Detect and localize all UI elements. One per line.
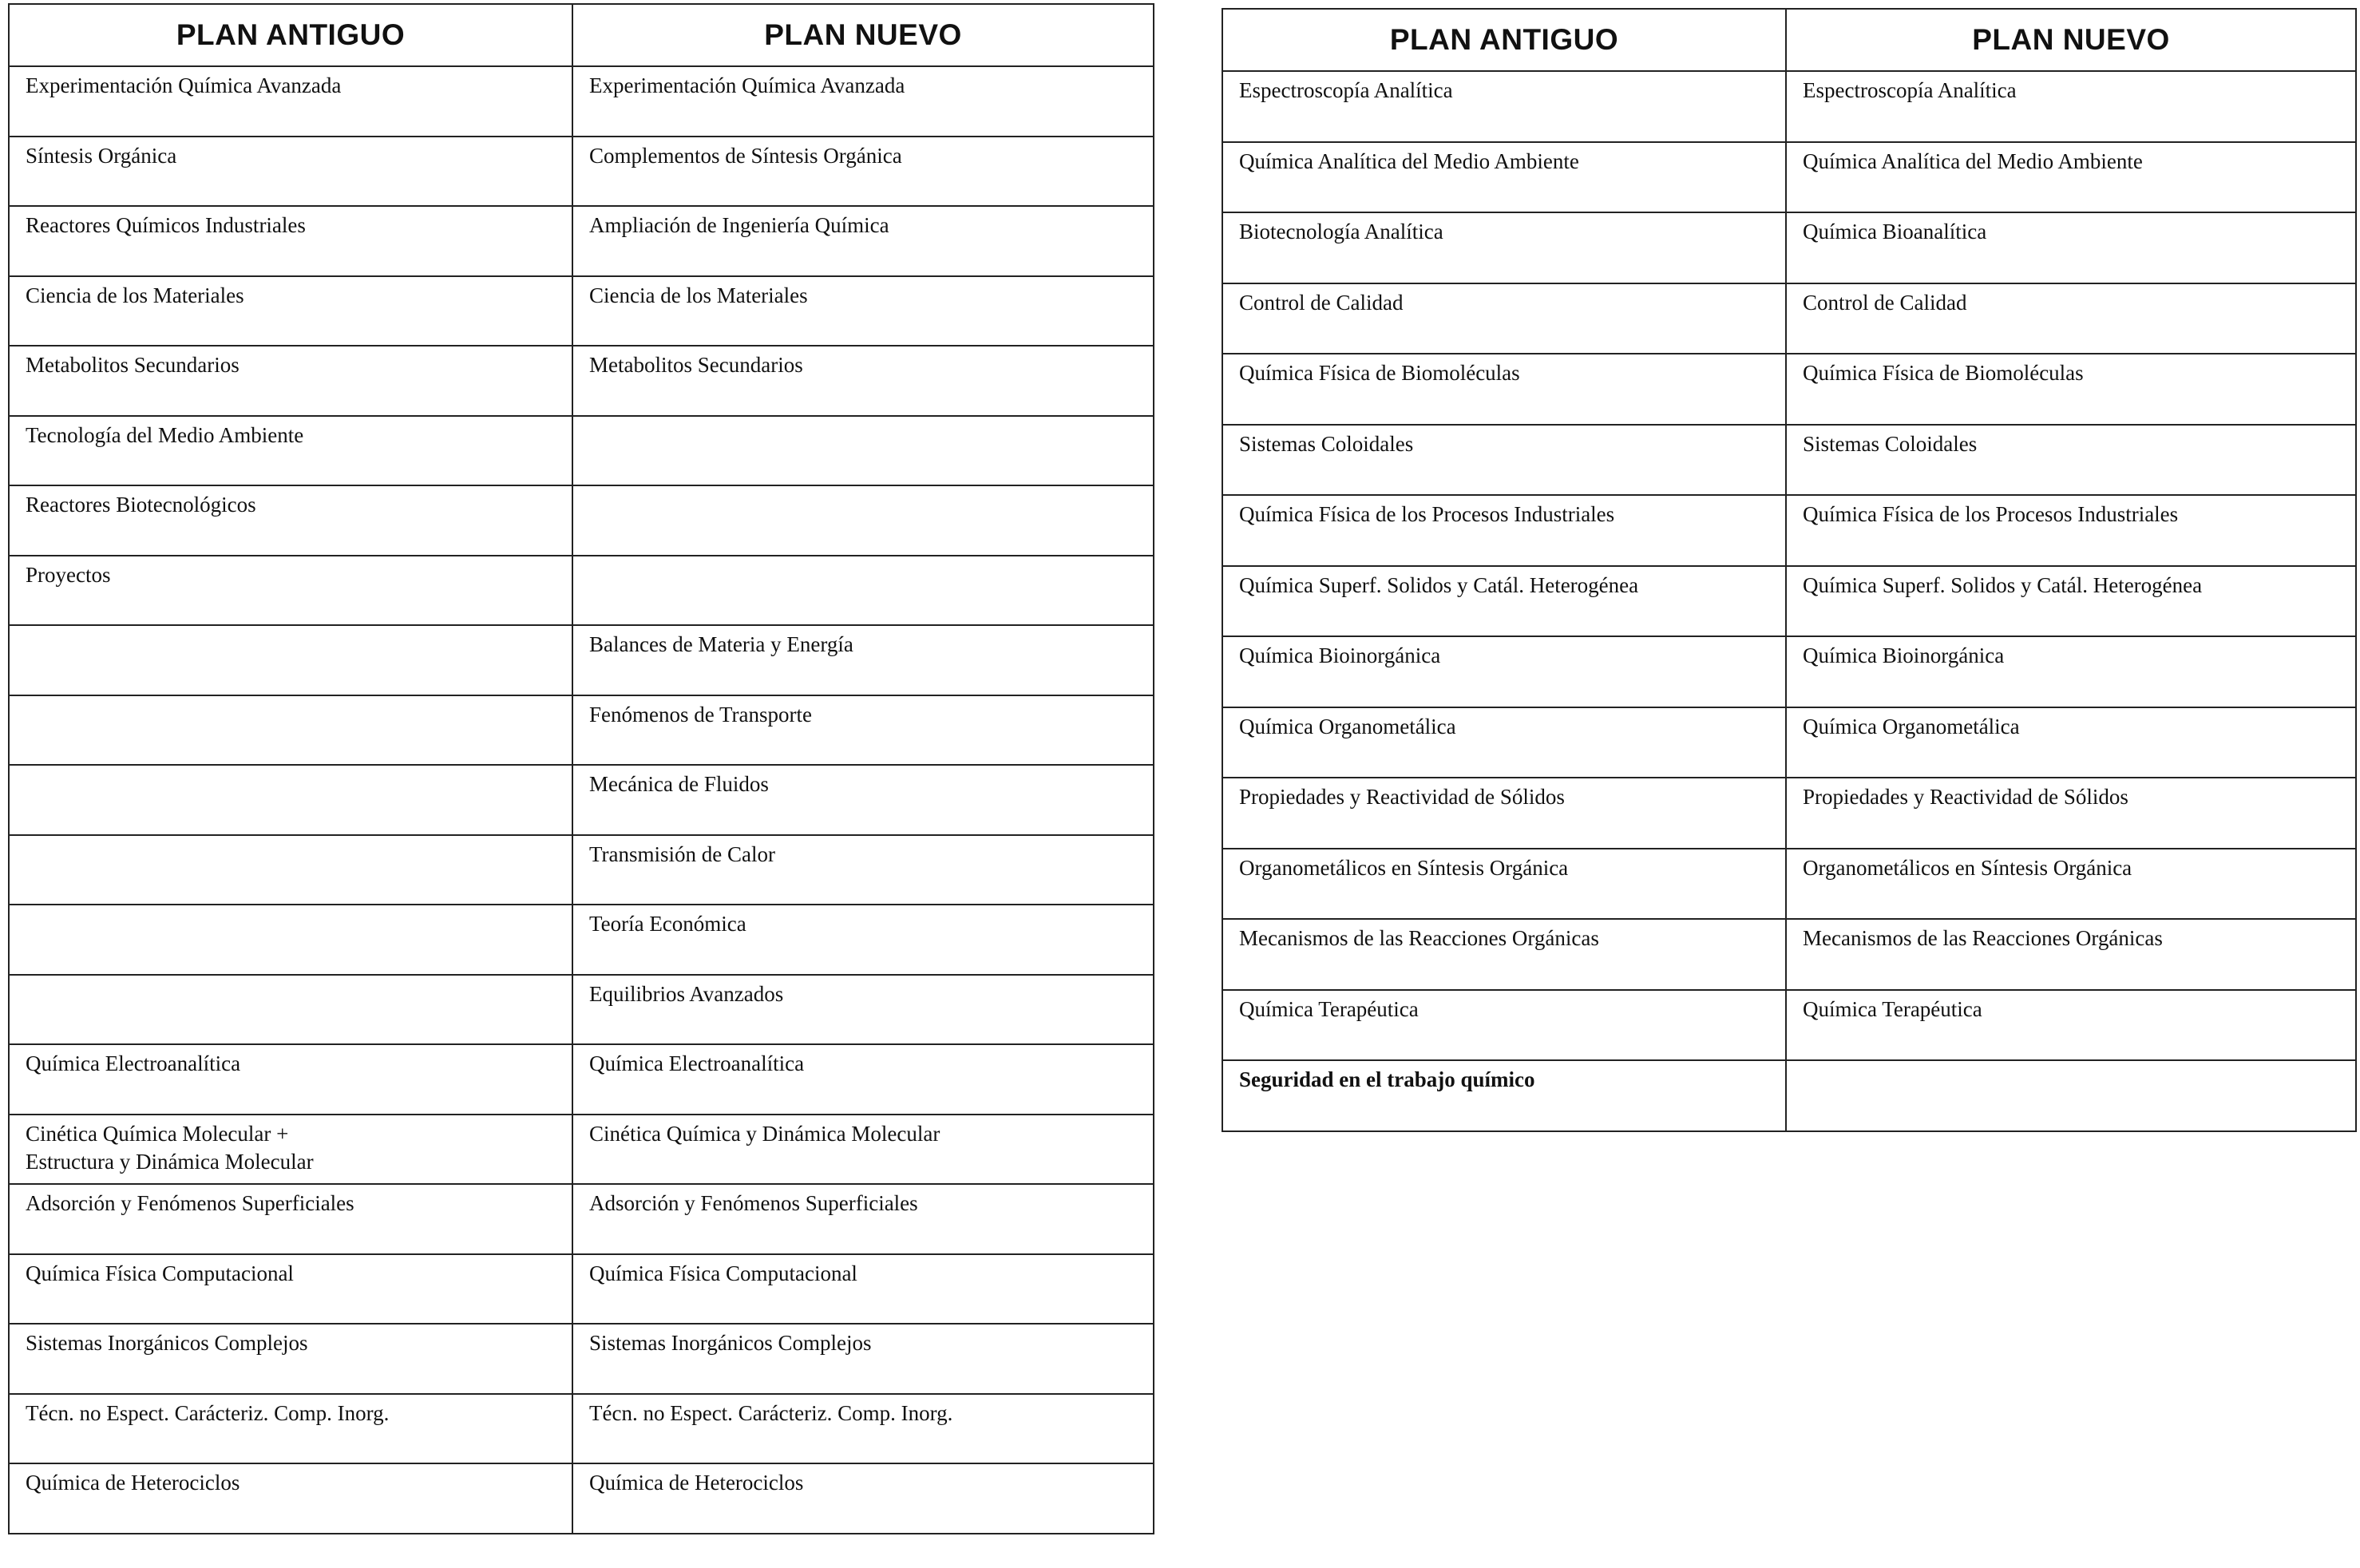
table-row <box>9 206 1154 276</box>
new-plan-subject: Transmisión de Calor <box>589 841 776 866</box>
old-plan-cell <box>9 1463 572 1534</box>
old-plan-cell <box>9 137 572 207</box>
table-row <box>9 1115 1154 1185</box>
table-row <box>9 346 1154 416</box>
plan-equivalence-table-right <box>1222 8 2357 1132</box>
table-row <box>1222 495 2356 566</box>
new-plan-subject: Sistemas Inorgánicos Complejos <box>589 1331 872 1355</box>
new-plan-subject: Mecánica de Fluidos <box>589 772 769 796</box>
old-plan-subject <box>10 905 572 910</box>
table-row <box>1222 283 2356 354</box>
new-plan-subject: Sistemas Coloidales <box>1803 431 1978 456</box>
old-plan-subject <box>10 766 572 770</box>
old-plan-cell <box>9 835 572 905</box>
new-plan-subject <box>1787 1061 2355 1066</box>
new-plan-cell <box>1786 283 2356 354</box>
table-row <box>1222 707 2356 778</box>
table-row <box>9 485 1154 556</box>
table-row <box>1222 212 2356 283</box>
old-plan-subject <box>10 976 572 980</box>
table-row <box>1222 919 2356 990</box>
table-row <box>9 975 1154 1045</box>
header-row <box>9 4 1154 66</box>
old-plan-subject: Seguridad en el trabajo químico <box>1239 1067 1535 1091</box>
new-plan-cell <box>572 625 1154 695</box>
table-row <box>9 625 1154 695</box>
header-plan-nuevo: PLAN NUEVO <box>572 4 1154 66</box>
table-row <box>9 556 1154 626</box>
old-plan-subject: Organometálicos en Síntesis Orgánica <box>1239 855 1569 880</box>
new-plan-subject: Control de Calidad <box>1803 290 1967 315</box>
new-plan-subject: Ciencia de los Materiales <box>589 283 808 307</box>
table-row <box>1222 849 2356 920</box>
new-plan-subject: Química Analítica del Medio Ambiente <box>1803 148 2143 173</box>
new-plan-subject: Adsorción y Fenómenos Superficiales <box>589 1191 918 1215</box>
old-plan-subject: Control de Calidad <box>1239 290 1404 315</box>
old-plan-cell <box>1222 142 1786 213</box>
new-plan-cell <box>572 1324 1154 1394</box>
old-plan-subject: Metabolitos Secundarios <box>26 353 240 377</box>
new-plan-subject: Equilibrios Avanzados <box>589 981 784 1006</box>
new-plan-cell <box>572 137 1154 207</box>
table-row <box>9 416 1154 486</box>
new-plan-cell <box>1786 990 2356 1061</box>
new-plan-subject: Técn. no Espect. Carácteriz. Comp. Inorg. <box>589 1400 953 1425</box>
new-plan-subject: Química Física de Biomoléculas <box>1803 361 2084 385</box>
new-plan-subject <box>573 486 1153 491</box>
old-plan-cell <box>9 975 572 1045</box>
table-header <box>9 4 1154 66</box>
header-plan-nuevo: PLAN NUEVO <box>1786 9 2356 71</box>
old-plan-subject: Tecnología del Medio Ambiente <box>26 422 304 447</box>
new-plan-cell <box>1786 707 2356 778</box>
old-plan-subject: Química Terapéutica <box>1239 996 1419 1021</box>
old-plan-subject: Química Física de Biomoléculas <box>1239 361 1520 385</box>
new-plan-cell <box>572 1463 1154 1534</box>
new-plan-cell <box>1786 142 2356 213</box>
table-row <box>1222 142 2356 213</box>
table-row <box>9 695 1154 766</box>
new-plan-cell <box>572 66 1154 137</box>
new-plan-subject: Química Física de los Procesos Industriales <box>1803 502 2179 526</box>
header-plan-antiguo: PLAN ANTIGUO <box>1222 9 1786 71</box>
old-plan-subject: Adsorción y Fenómenos Superficiales <box>26 1191 354 1215</box>
old-plan-cell <box>9 556 572 626</box>
new-plan-cell <box>1786 495 2356 566</box>
table-row <box>1222 71 2356 142</box>
new-plan-cell <box>572 346 1154 416</box>
old-plan-cell <box>9 1044 572 1115</box>
table-row <box>1222 566 2356 637</box>
new-plan-cell <box>572 556 1154 626</box>
new-plan-cell <box>572 1044 1154 1115</box>
header-row <box>1222 9 2356 71</box>
table-row <box>1222 636 2356 707</box>
old-plan-subject <box>10 836 572 841</box>
old-plan-cell <box>1222 707 1786 778</box>
new-plan-cell <box>1786 566 2356 637</box>
old-plan-subject: Mecanismos de las Reacciones Orgánicas <box>1239 926 1599 950</box>
new-plan-subject: Química Física Computacional <box>589 1261 857 1285</box>
new-plan-cell <box>1786 636 2356 707</box>
old-plan-cell <box>9 346 572 416</box>
new-plan-cell <box>1786 919 2356 990</box>
old-plan-subject: Cinética Química Molecular + Estructura y Dinámica Molecular <box>26 1121 314 1174</box>
old-plan-cell <box>9 905 572 975</box>
new-plan-subject: Química Electroanalítica <box>589 1051 805 1075</box>
header-plan-antiguo: PLAN ANTIGUO <box>9 4 572 66</box>
table-row <box>1222 778 2356 849</box>
old-plan-subject: Química Física de los Procesos Industriales <box>1239 502 1615 526</box>
new-plan-subject: Espectroscopía Analítica <box>1803 78 2017 102</box>
old-plan-cell <box>1222 849 1786 920</box>
new-plan-subject: Complementos de Síntesis Orgánica <box>589 143 902 168</box>
old-plan-cell <box>1222 778 1786 849</box>
table-row <box>9 137 1154 207</box>
old-plan-cell <box>9 1115 572 1185</box>
old-plan-subject: Sistemas Coloidales <box>1239 431 1414 456</box>
new-plan-cell <box>572 1394 1154 1464</box>
new-plan-cell <box>1786 354 2356 425</box>
old-plan-subject: Técn. no Espect. Carácteriz. Comp. Inorg. <box>26 1400 390 1425</box>
new-plan-subject: Teoría Económica <box>589 912 746 936</box>
old-plan-cell <box>9 695 572 766</box>
old-plan-cell <box>1222 212 1786 283</box>
table-row <box>1222 990 2356 1061</box>
old-plan-subject <box>10 626 572 631</box>
new-plan-cell <box>572 485 1154 556</box>
old-plan-cell <box>9 485 572 556</box>
new-plan-cell <box>1786 71 2356 142</box>
old-plan-cell <box>9 1394 572 1464</box>
old-plan-subject: Experimentación Química Avanzada <box>26 73 342 97</box>
table-row <box>9 66 1154 137</box>
new-plan-subject: Química Superf. Solidos y Catál. Heterogénea <box>1803 572 2203 597</box>
table-row <box>9 765 1154 835</box>
new-plan-subject: Cinética Química y Dinámica Molecular <box>589 1121 940 1146</box>
old-plan-subject: Proyectos <box>26 562 111 587</box>
new-plan-subject: Química Organometálica <box>1803 714 2020 738</box>
table-row <box>9 1184 1154 1254</box>
new-plan-subject: Mecanismos de las Reacciones Orgánicas <box>1803 926 2163 950</box>
table-row <box>9 1254 1154 1324</box>
new-plan-cell <box>572 695 1154 766</box>
table-body <box>1222 71 2356 1131</box>
new-plan-cell <box>1786 778 2356 849</box>
old-plan-subject: Química Física Computacional <box>26 1261 294 1285</box>
old-plan-cell <box>9 1254 572 1324</box>
new-plan-cell <box>572 416 1154 486</box>
new-plan-cell <box>572 1254 1154 1324</box>
new-plan-cell <box>572 905 1154 975</box>
table-header <box>1222 9 2356 71</box>
old-plan-cell <box>9 416 572 486</box>
old-plan-cell <box>1222 566 1786 637</box>
old-plan-subject: Reactores Químicos Industriales <box>26 213 306 237</box>
table-row <box>1222 1060 2356 1131</box>
new-plan-subject: Química Terapéutica <box>1803 996 1982 1021</box>
old-plan-subject <box>10 696 572 701</box>
new-plan-subject: Fenómenos de Transporte <box>589 702 812 727</box>
new-plan-cell <box>572 206 1154 276</box>
old-plan-subject: Química de Heterociclos <box>26 1471 240 1495</box>
new-plan-cell <box>572 276 1154 346</box>
table-body <box>9 66 1154 1534</box>
table-row <box>1222 425 2356 496</box>
table-row <box>9 905 1154 975</box>
old-plan-cell <box>1222 919 1786 990</box>
new-plan-subject: Balances de Materia y Energía <box>589 632 853 656</box>
old-plan-subject: Sistemas Inorgánicos Complejos <box>26 1331 308 1355</box>
new-plan-subject: Metabolitos Secundarios <box>589 353 803 377</box>
old-plan-subject: Ciencia de los Materiales <box>26 283 244 307</box>
new-plan-subject: Química Bioinorgánica <box>1803 643 2005 667</box>
new-plan-subject <box>573 556 1153 561</box>
new-plan-subject: Experimentación Química Avanzada <box>589 73 905 97</box>
old-plan-subject: Química Superf. Solidos y Catál. Heterogénea <box>1239 572 1639 597</box>
new-plan-subject: Química Bioanalítica <box>1803 220 1987 244</box>
table-row <box>9 835 1154 905</box>
old-plan-subject: Química Organometálica <box>1239 714 1456 738</box>
old-plan-cell <box>1222 283 1786 354</box>
old-plan-cell <box>9 1324 572 1394</box>
new-plan-cell <box>1786 212 2356 283</box>
new-plan-cell <box>1786 1060 2356 1131</box>
old-plan-subject: Biotecnología Analítica <box>1239 220 1443 244</box>
old-plan-subject: Química Electroanalítica <box>26 1051 241 1075</box>
new-plan-subject: Química de Heterociclos <box>589 1471 804 1495</box>
new-plan-subject: Organometálicos en Síntesis Orgánica <box>1803 855 2132 880</box>
new-plan-cell <box>572 835 1154 905</box>
old-plan-cell <box>9 765 572 835</box>
new-plan-cell <box>1786 849 2356 920</box>
table-row <box>9 1463 1154 1534</box>
old-plan-cell <box>1222 636 1786 707</box>
plan-equivalence-table-left <box>8 3 1154 1534</box>
old-plan-cell <box>9 66 572 137</box>
old-plan-cell <box>1222 495 1786 566</box>
new-plan-cell <box>572 1115 1154 1185</box>
old-plan-cell <box>9 1184 572 1254</box>
new-plan-subject: Propiedades y Reactividad de Sólidos <box>1803 785 2128 809</box>
table-row <box>9 1394 1154 1464</box>
old-plan-cell <box>9 276 572 346</box>
table-row <box>1222 354 2356 425</box>
new-plan-subject <box>573 417 1153 422</box>
old-plan-subject: Espectroscopía Analítica <box>1239 78 1453 102</box>
old-plan-cell <box>1222 990 1786 1061</box>
old-plan-subject: Reactores Biotecnológicos <box>26 493 256 517</box>
old-plan-subject: Química Analítica del Medio Ambiente <box>1239 148 1579 173</box>
old-plan-cell <box>1222 425 1786 496</box>
old-plan-cell <box>1222 354 1786 425</box>
new-plan-cell <box>572 765 1154 835</box>
old-plan-cell <box>9 625 572 695</box>
old-plan-cell <box>9 206 572 276</box>
table-row <box>9 1324 1154 1394</box>
old-plan-subject: Síntesis Orgánica <box>26 143 177 168</box>
table-row <box>9 1044 1154 1115</box>
new-plan-cell <box>572 975 1154 1045</box>
old-plan-cell <box>1222 1060 1786 1131</box>
old-plan-subject: Propiedades y Reactividad de Sólidos <box>1239 785 1565 809</box>
new-plan-cell <box>1786 425 2356 496</box>
new-plan-cell <box>572 1184 1154 1254</box>
old-plan-cell <box>1222 71 1786 142</box>
new-plan-subject: Ampliación de Ingeniería Química <box>589 213 889 237</box>
table-row <box>9 276 1154 346</box>
old-plan-subject: Química Bioinorgánica <box>1239 643 1441 667</box>
